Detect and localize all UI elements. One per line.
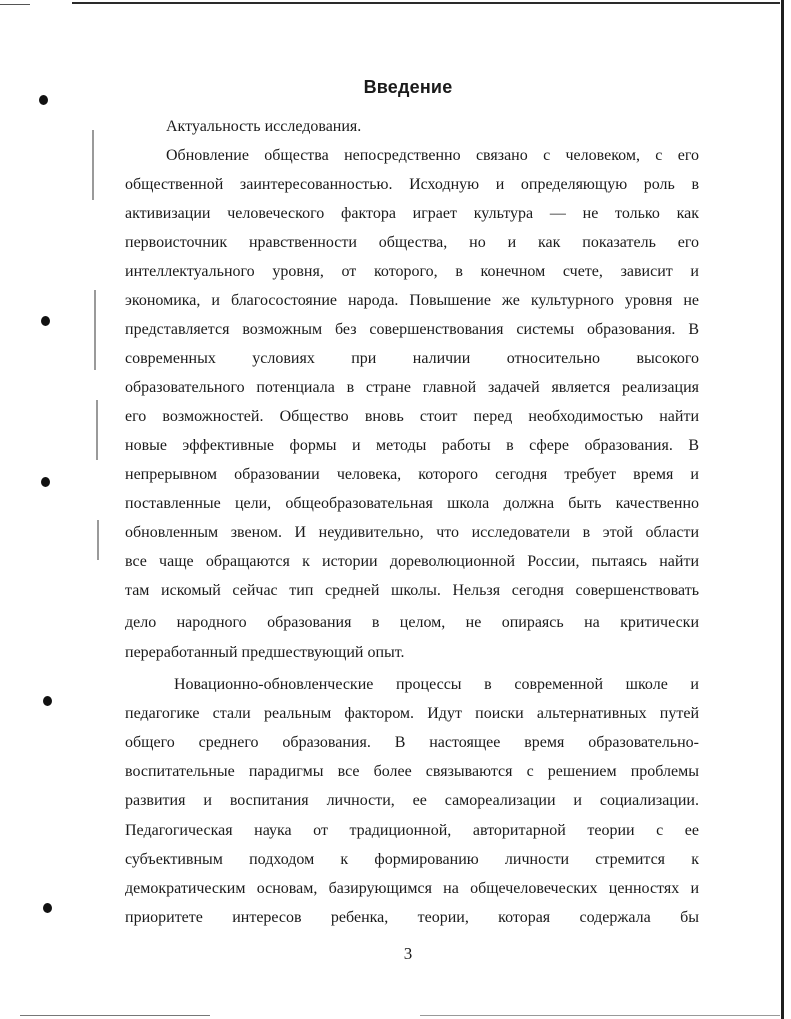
scan-edge-top-left [0,4,30,5]
text-line: приоритете интересов ребенка, теории, которая содержала бы [125,909,699,926]
text-line: все чаще обращаются к истории дореволюционной России, пытаясь найти [125,553,699,570]
text-line: его возможностей. Общество вновь стоит перед необходимостью найти [125,408,699,425]
text-line: там искомый сейчас тип средней школы. Нельзя сегодня совершенствовать [125,582,699,599]
text-line: экономика, и благосостояние народа. Повышение же культурного уровня не [125,292,699,309]
text-line: дело народного образования в целом, не опираясь на критически [125,614,699,631]
scan-edge-bottom-left [20,1015,210,1016]
scan-speckle [96,400,98,460]
text-line: общественной заинтересованностью. Исходную и определяющую роль в [125,176,699,193]
text-line: Обновление общества непосредственно связано с человеком, с его [166,147,699,164]
section-subtitle: Актуальность исследования. [166,118,362,135]
text-line: активизации человеческого фактора играет культура — не только как [125,205,699,222]
text-line: обновленным звеном. И неудивительно, что исследователи в этой области [125,524,699,541]
text-line: интеллектуального уровня, от которого, в конечном счете, зависит и [125,263,699,280]
text-line: педагогике стали реальным фактором. Идут поиски альтернативных путей [125,705,699,722]
scan-speckle [94,290,96,370]
scan-speckle [97,520,99,560]
text-line: общего среднего образования. В настоящее время образовательно- [125,734,699,751]
text-line: Педагогическая наука от традиционной, авторитарной теории с ее [125,822,699,839]
text-line: развития и воспитания личности, ее самореализации и социализации. [125,792,699,809]
text-line: поставленные цели, общеобразовательная школа должна быть качественно [125,495,699,512]
text-line: образовательного потенциала в стране главной задачей является реализация [125,379,699,396]
text-line: представляется возможным без совершенствования системы образования. В [125,321,699,338]
page-title: Введение [363,77,453,97]
binder-hole-icon [43,903,52,913]
text-line: непрерывном образовании человека, которого сегодня требует время и [125,466,699,483]
text-line: переработанный предшествующий опыт. [125,644,405,661]
scan-edge-right [781,0,784,1019]
text-line: современных условиях при наличии относительно высокого [125,350,699,367]
text-line: воспитательные парадигмы все более связываются с решением проблемы [125,763,699,780]
binder-hole-icon [43,696,52,706]
binder-hole-icon [41,477,50,487]
text-line: новые эффективные формы и методы работы в сфере образования. В [125,437,699,454]
text-line: демократическим основам, базирующимся на общечеловеческих ценностях и [125,880,699,897]
scan-speckle [92,130,94,200]
binder-hole-icon [41,316,50,326]
scan-edge-top [72,2,780,4]
scan-edge-bottom-right [420,1015,780,1016]
text-line: первоисточник нравственности общества, но и как показатель его [125,234,699,251]
page-number: 3 [403,944,413,963]
text-line: Новационно-обновленческие процессы в современной школе и [174,676,699,693]
text-line: субъективным подходом к формированию личности стремится к [125,851,699,868]
